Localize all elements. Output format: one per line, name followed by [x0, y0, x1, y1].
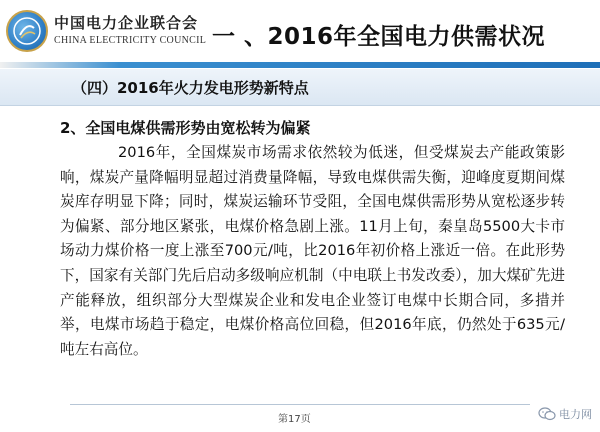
page-number: 第17页	[278, 414, 311, 425]
body-paragraph: 2016年，全国煤炭市场需求依然较为低迷，但受煤炭去产能政策影响，煤炭产量降幅明显超过消费量降幅，导致电煤供需失衡，迎峰度夏期间煤炭库存明显下降；同时，煤炭运输环节受阻，全国电煤供需形势从宽松逐步转为偏紧、部分地区紧张，电煤价格急剧上涨。11月上旬，秦皇岛5500大卡市场动力煤价格一度上涨至700元/吨，比2016年初价格上涨近一倍。在此形势下，国家有关部门先后启动多级响应机制（中电联上书发改委），加大煤矿先进产能释放，组织部分大型煤炭企业和发电企业签订电煤中长期合同，多措并举，电煤市场趋于稳定，电煤价格高位回稳，但2016年底，仍然处于635元/吨左右高位。	[60, 144, 565, 358]
wechat-icon	[538, 407, 556, 421]
cec-logo-icon	[6, 10, 48, 52]
section-banner	[0, 69, 600, 106]
watermark	[538, 404, 592, 424]
org-logo	[6, 8, 207, 56]
footer-divider	[70, 404, 530, 405]
slide-title: 一 、2016年全国电力供需状况	[212, 24, 546, 50]
slide-header	[0, 0, 600, 64]
watermark-text: 电力网	[559, 408, 592, 421]
section-title: （四）2016年火力发电形势新特点	[72, 79, 309, 97]
header-divider	[0, 62, 600, 68]
org-name-en: CHINA ELECTRICITY COUNCIL	[54, 35, 207, 46]
subheading: 2、全国电煤供需形势由宽松转为偏紧	[60, 119, 311, 137]
org-name-cn: 中国电力企业联合会	[54, 14, 199, 32]
